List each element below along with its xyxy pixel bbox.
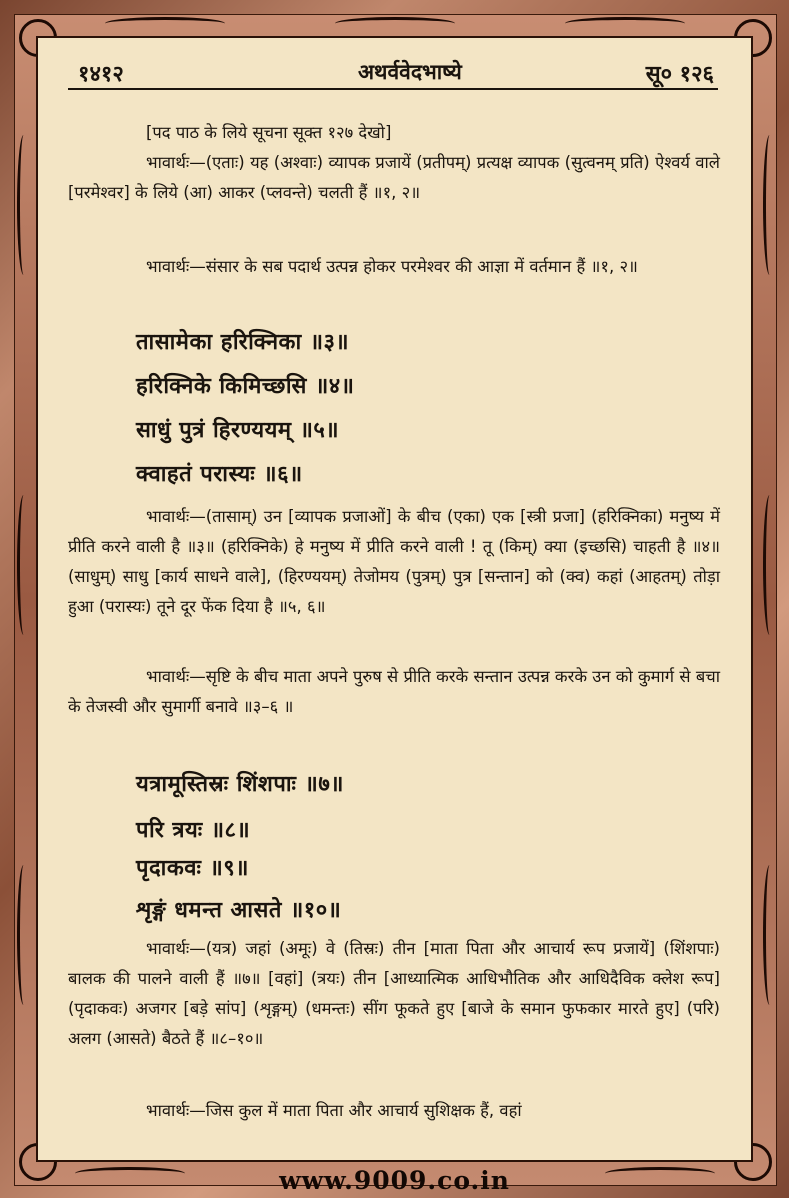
bhavarth-paragraph: भावार्थः—(एताः) यह (अश्वाः) व्यापक प्रजायें (प्रतीपम्) प्रत्यक्ष व्यापक (सुत्वनम् प्रति) ऐश्वर्य वाले [परमेश्वर] के लिये (आ) आकर (प्लवन्ते) चलती हैं ॥१, २॥ — [68, 153, 720, 202]
website-watermark: www.9009.co.in — [279, 1166, 510, 1195]
swirl-ornament — [17, 865, 30, 1005]
mantra-line: हरिक्निके किमिच्छसि ॥४॥ — [136, 374, 355, 399]
mantra-line: साधुं पुत्रं हिरण्ययम् ॥५॥ — [136, 418, 340, 443]
mantra-line: परि त्रयः ॥८॥ — [136, 818, 251, 843]
swirl-ornament — [763, 495, 776, 635]
bhavarth-paragraph: भावार्थः—(तासाम्) उन [व्यापक प्रजाओं] के बीच (एका) एक [स्त्री प्रजा] (हरिक्निका) मनुष्य में प्रीति करने वाली है ॥३॥ (हरिक्निके) हे मनुष्य में प्रीति करने वाली ! तू (किम्) क्या (इच्छसि) चाहती है ॥४॥ (साधुम्) साधु [कार्य साधने वाले], (हिरण्ययम्) तेजोमय (पुत्रम्) पुत्र [सन्तान] को (क्व) कहां (आहतम्) तोड़ा हुआ (परास्यः) तूने दूर फेंक दिया है ॥५, ६॥ — [68, 507, 720, 616]
page-header — [68, 54, 718, 90]
mantra-line: यत्रामूस्तिस्रः शिंशपाः ॥७॥ — [136, 772, 344, 797]
swirl-ornament — [17, 495, 30, 635]
swirl-ornament — [105, 17, 225, 30]
bhavarth-paragraph: भावार्थः—सृष्टि के बीच माता अपने पुरुष से प्रीति करके सन्तान उत्पन्न करके उन को कुमार्ग से बचा के तेजस्वी और सुमार्गी बनावे ॥३–६ ॥ — [68, 667, 720, 716]
swirl-ornament — [335, 17, 455, 30]
swirl-ornament — [565, 17, 685, 30]
swirl-ornament — [17, 135, 30, 275]
page-number: १४१२ — [78, 62, 124, 87]
mantra-line: क्वाहतं परास्यः ॥६॥ — [136, 462, 303, 487]
mantra-line: तासामेका हरिक्निका ॥३॥ — [136, 330, 350, 355]
bhavarth-paragraph: भावार्थः—जिस कुल में माता पिता और आचार्य सुशिक्षक हैं, वहां — [146, 1101, 522, 1120]
book-title: अथर्ववेदभाष्ये — [358, 60, 462, 84]
swirl-ornament — [763, 135, 776, 275]
bhavarth-paragraph: भावार्थः—संसार के सब पदार्थ उत्पन्न होकर परमेश्वर की आज्ञा में वर्तमान हैं ॥१, २॥ — [146, 257, 638, 276]
padpath-note: [पद पाठ के लिये सूचना सूक्त १२७ देखो] — [146, 123, 392, 142]
swirl-ornament — [763, 865, 776, 1005]
sukta-number: सू० १२६ — [645, 62, 714, 87]
bhavarth-paragraph: भावार्थः—(यत्र) जहां (अमूः) वे (तिस्रः) तीन [माता पिता और आचार्य रूप प्रजायें] (शिंशपाः) बालक की पालने वाली हैं ॥७॥ [वहां] (त्रयः) तीन [आध्यात्मिक आधिभौतिक और आधिदैविक क्लेश रूप] (पृदाकवः) अजगर [बड़े सांप] (शृङ्गम्) (धमन्तः) सींग फूकते हुए [बाजे के समान फुफकार मारते हुए] (परि) अलग (आसते) बैठते हैं ॥८–१०॥ — [68, 939, 720, 1048]
mantra-line: पृदाकवः ॥९॥ — [136, 856, 249, 881]
book-page — [36, 36, 753, 1162]
mantra-line: शृङ्गं धमन्त आसते ॥१०॥ — [136, 898, 342, 923]
